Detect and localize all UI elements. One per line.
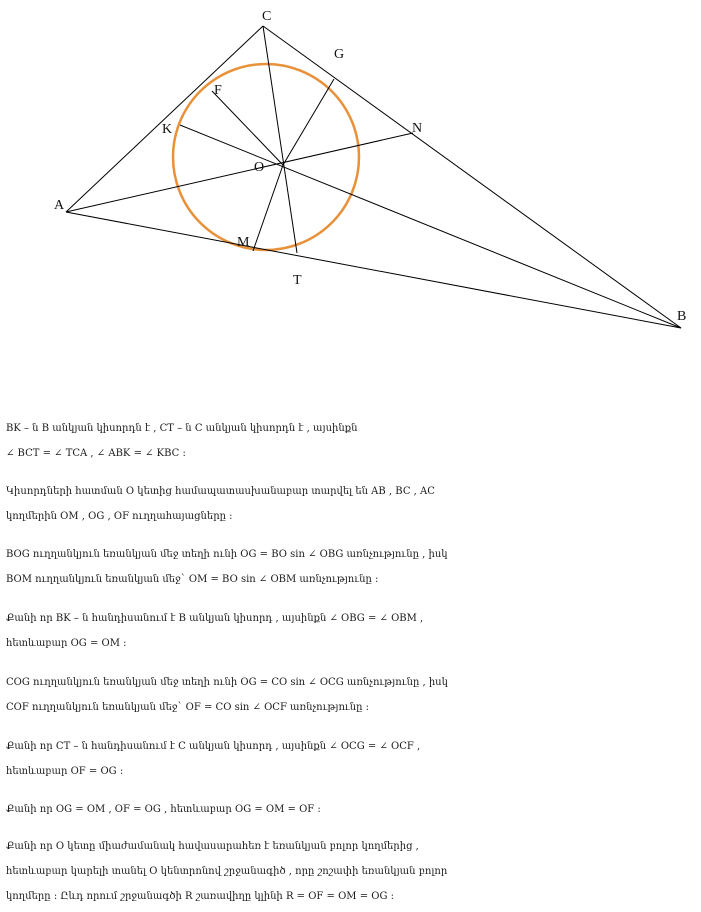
paragraph (6, 797, 696, 822)
paragraph (6, 606, 696, 656)
geometry-figure (0, 0, 701, 360)
label-k: K (162, 122, 173, 137)
side-cb (263, 26, 681, 328)
label-n: N (412, 121, 423, 136)
text-line: Կիսորդների հատման O կետից համապատասխանաբար տարվել են AB , BC , AC (6, 486, 435, 497)
label-g: G (334, 47, 345, 62)
text-line: Քանի որ CT – ն հանդիսանում է C անկյան կիսորդ , այսինքն ∠ OCG = ∠ OCF , (6, 741, 421, 752)
paragraph (6, 542, 696, 592)
side-ca (66, 26, 263, 212)
text-line: BK – ն B անկյան կիսորդն է , CT – ն C անկյան կիսորդն է , այսինքն (6, 423, 358, 434)
text-line: կողմերը : Ըևդ որում շրջանագծի R շառավիղը կլինի R = OF = OM = OG : (6, 891, 394, 902)
perpendicular-of (212, 91, 283, 165)
paragraph (6, 734, 696, 784)
text-line: BOM ուղղանկյուն եռանկյան մեջ` OM = BO sin ∠ OBM առնչությունը : (6, 574, 379, 585)
label-t: T (293, 273, 302, 288)
incircle (173, 64, 359, 250)
paragraph (6, 834, 696, 909)
label-b: B (677, 309, 687, 324)
perpendicular-om (253, 165, 283, 251)
text-line: կողմերին OM , OG , OF ուղղահայացները : (6, 511, 233, 522)
text-line: հետևաբար OG = OM : (6, 638, 127, 649)
text-line: Քանի որ O կետը միաժամանակ հավասարահեռ է եռանկյան բոլոր կողմերից , (6, 841, 419, 852)
construction-lines (66, 26, 681, 328)
bisector-bk (180, 125, 681, 328)
text-line: COF ուղղանկյուն եռանկյան մեջ` OF = CO sin ∠ OCF առնչությունը : (6, 702, 370, 713)
label-m: M (237, 235, 250, 250)
label-f: F (214, 83, 222, 98)
label-a: A (54, 198, 65, 213)
text-line: Քանի որ OG = OM , OF = OG , հետևաբար OG = OM = OF : (6, 804, 321, 815)
line-an (66, 133, 413, 212)
paragraph (6, 670, 696, 720)
triangle (66, 26, 681, 328)
perpendicular-og (283, 79, 334, 165)
paragraph (6, 479, 696, 529)
text-line: ∠ BCT = ∠ TCA , ∠ ABK = ∠ KBC : (6, 448, 186, 459)
text-line: Քանի որ BK – ն հանդիսանում է B անկյան կիսորդ , այսինքն ∠ OBG = ∠ OBM , (6, 613, 424, 624)
text-line: BOG ուղղանկյուն եռանկյան մեջ տեղի ունի OG = BO sin ∠ OBG առնչությունը , իսկ (6, 549, 448, 560)
bisector-ct (263, 26, 297, 253)
text-line: COG ուղղանկյուն եռանկյան մեջ տեղի ունի OG = CO sin ∠ OCG առնչությունը , իսկ (6, 677, 448, 688)
label-c: C (262, 9, 272, 24)
text-line: հետևաբար OF = OG : (6, 766, 124, 777)
label-o: O (254, 160, 265, 175)
paragraph (6, 416, 696, 466)
text-line: հետևաբար կարելի տանել O կենտրոնով շրջանագիծ , որը շոշափի եռանկյան բոլոր (6, 866, 448, 877)
side-ab (66, 212, 681, 328)
